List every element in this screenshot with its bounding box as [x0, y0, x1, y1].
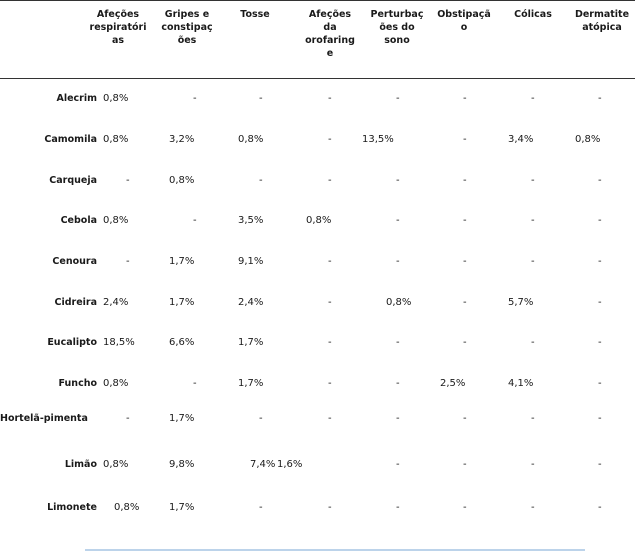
row-label: Cenoura: [52, 256, 97, 267]
table-cell: -: [396, 413, 400, 424]
table-cell: -: [463, 134, 467, 145]
table-cell: -: [126, 256, 130, 267]
table-cell: -: [531, 337, 535, 348]
column-header-line: Afeções: [96, 9, 140, 20]
table-cell: 5,7%: [508, 297, 534, 308]
table-cell: -: [598, 502, 602, 513]
table-cell: -: [396, 502, 400, 513]
table-cell: -: [463, 502, 467, 513]
table-cell: -: [463, 256, 467, 267]
table-cell: -: [598, 297, 602, 308]
row-label: Carqueja: [49, 175, 97, 186]
row-label: Cebola: [60, 215, 97, 226]
table-cell: 0,8%: [103, 459, 129, 470]
table-cell: -: [396, 459, 400, 470]
table-cell: -: [259, 502, 263, 513]
table-cell: -: [396, 175, 400, 186]
column-header-line: Tosse: [240, 9, 270, 20]
column-header: [295, 8, 365, 60]
table-cell: 1,7%: [169, 297, 195, 308]
table-cell: 2,4%: [238, 297, 264, 308]
table-cell: -: [531, 413, 535, 424]
table-cell: -: [531, 175, 535, 186]
top-rule: [0, 0, 635, 1]
table-cell: 0,8%: [103, 215, 129, 226]
table-cell: 1,7%: [238, 337, 264, 348]
column-header-line: as: [111, 35, 125, 46]
table-cell: -: [126, 175, 130, 186]
table-cell: -: [463, 93, 467, 104]
table-cell: -: [259, 93, 263, 104]
column-header-line: ões do: [379, 22, 415, 33]
table-cell: 9,1%: [238, 256, 264, 267]
table-cell: -: [396, 337, 400, 348]
table-cell: 6,6%: [169, 337, 195, 348]
column-header-line: ões: [177, 35, 197, 46]
table-cell: 1,7%: [169, 256, 195, 267]
table-cell: -: [531, 502, 535, 513]
table-cell: 0,8%: [386, 297, 412, 308]
table-cell: 0,8%: [103, 378, 129, 389]
table-cell: 0,8%: [169, 175, 195, 186]
table-cell: -: [328, 378, 332, 389]
column-header-line: atópica: [582, 22, 622, 33]
table-cell: -: [126, 413, 130, 424]
column-header-line: Cólicas: [514, 9, 552, 20]
column-header: [152, 8, 222, 47]
table-cell: -: [598, 413, 602, 424]
table-cell: 18,5%: [103, 337, 135, 348]
column-header-line: e: [326, 48, 334, 59]
column-header: [220, 8, 290, 21]
table-cell: -: [328, 175, 332, 186]
table-cell: -: [531, 256, 535, 267]
table-cell: 2,5%: [440, 378, 466, 389]
row-label: Alecrim: [56, 93, 97, 104]
table-cell: -: [193, 215, 197, 226]
table-cell: 1,7%: [169, 502, 195, 513]
row-label: Limonete: [47, 502, 97, 513]
table-cell: 0,8%: [103, 93, 129, 104]
column-header-line: da: [323, 22, 337, 33]
table-cell: -: [598, 215, 602, 226]
column-header-line: Dermatite: [574, 9, 630, 20]
table-cell: -: [463, 337, 467, 348]
table-cell: -: [463, 215, 467, 226]
table-cell: -: [328, 93, 332, 104]
table-cell: -: [396, 215, 400, 226]
table-cell: 0,8%: [306, 215, 332, 226]
column-header-line: sono: [384, 35, 410, 46]
table-cell: -: [259, 175, 263, 186]
table-cell: -: [531, 215, 535, 226]
table-cell: -: [328, 337, 332, 348]
column-header-line: Perturbaç: [370, 9, 424, 20]
column-header-line: Obstipaçã: [437, 9, 491, 20]
table-cell: 1,7%: [238, 378, 264, 389]
table-cell: -: [531, 459, 535, 470]
table-cell: 3,5%: [238, 215, 264, 226]
column-header-line: Afeções: [308, 9, 352, 20]
row-label: Limão: [64, 459, 97, 470]
row-label: Cidreira: [54, 297, 97, 308]
table-cell: -: [531, 93, 535, 104]
table-cell: 7,4%: [250, 459, 276, 470]
column-header-line: Gripes e: [164, 9, 210, 20]
table-cell: -: [463, 175, 467, 186]
table-cell: -: [463, 297, 467, 308]
row-label: Eucalipto: [47, 337, 97, 348]
header-rule: [0, 78, 635, 79]
column-header-line: orofaring: [305, 35, 355, 46]
table-cell: 0,8%: [103, 134, 129, 145]
row-label: Hortelã-pimenta: [0, 413, 88, 424]
table-cell: 0,8%: [114, 502, 140, 513]
bottom-rule: [85, 549, 585, 551]
table-cell: 0,8%: [238, 134, 264, 145]
table-cell: -: [598, 93, 602, 104]
table-cell: 1,7%: [169, 413, 195, 424]
column-header-line: constipaç: [161, 22, 213, 33]
table-cell: 4,1%: [508, 378, 534, 389]
column-header: [362, 8, 432, 47]
table-cell: 13,5%: [362, 134, 394, 145]
column-header-line: o: [460, 22, 468, 33]
table-cell: -: [259, 413, 263, 424]
table-cell: -: [463, 413, 467, 424]
table-cell: 1,6%: [277, 459, 303, 470]
table-cell: -: [396, 378, 400, 389]
table-cell: -: [598, 256, 602, 267]
table-cell: 3,2%: [169, 134, 195, 145]
table-cell: -: [463, 459, 467, 470]
column-header-line: respiratóri: [89, 22, 147, 33]
table-cell: -: [328, 297, 332, 308]
table-cell: 3,4%: [508, 134, 534, 145]
column-header: [429, 8, 499, 34]
table-cell: 9,8%: [169, 459, 195, 470]
table-cell: -: [396, 256, 400, 267]
table-cell: -: [193, 378, 197, 389]
table-cell: -: [598, 175, 602, 186]
table-cell: 0,8%: [575, 134, 601, 145]
table-cell: -: [193, 93, 197, 104]
table-cell: -: [328, 256, 332, 267]
column-header: [83, 8, 153, 47]
table-cell: -: [328, 134, 332, 145]
table-cell: -: [598, 378, 602, 389]
table-cell: -: [328, 413, 332, 424]
table-cell: -: [598, 459, 602, 470]
table-cell: -: [598, 337, 602, 348]
column-header: [498, 8, 568, 21]
table-cell: -: [328, 502, 332, 513]
row-label: Camomila: [44, 134, 97, 145]
table-cell: -: [396, 93, 400, 104]
row-label: Funcho: [58, 378, 97, 389]
column-header: [567, 8, 635, 34]
table-cell: 2,4%: [103, 297, 129, 308]
